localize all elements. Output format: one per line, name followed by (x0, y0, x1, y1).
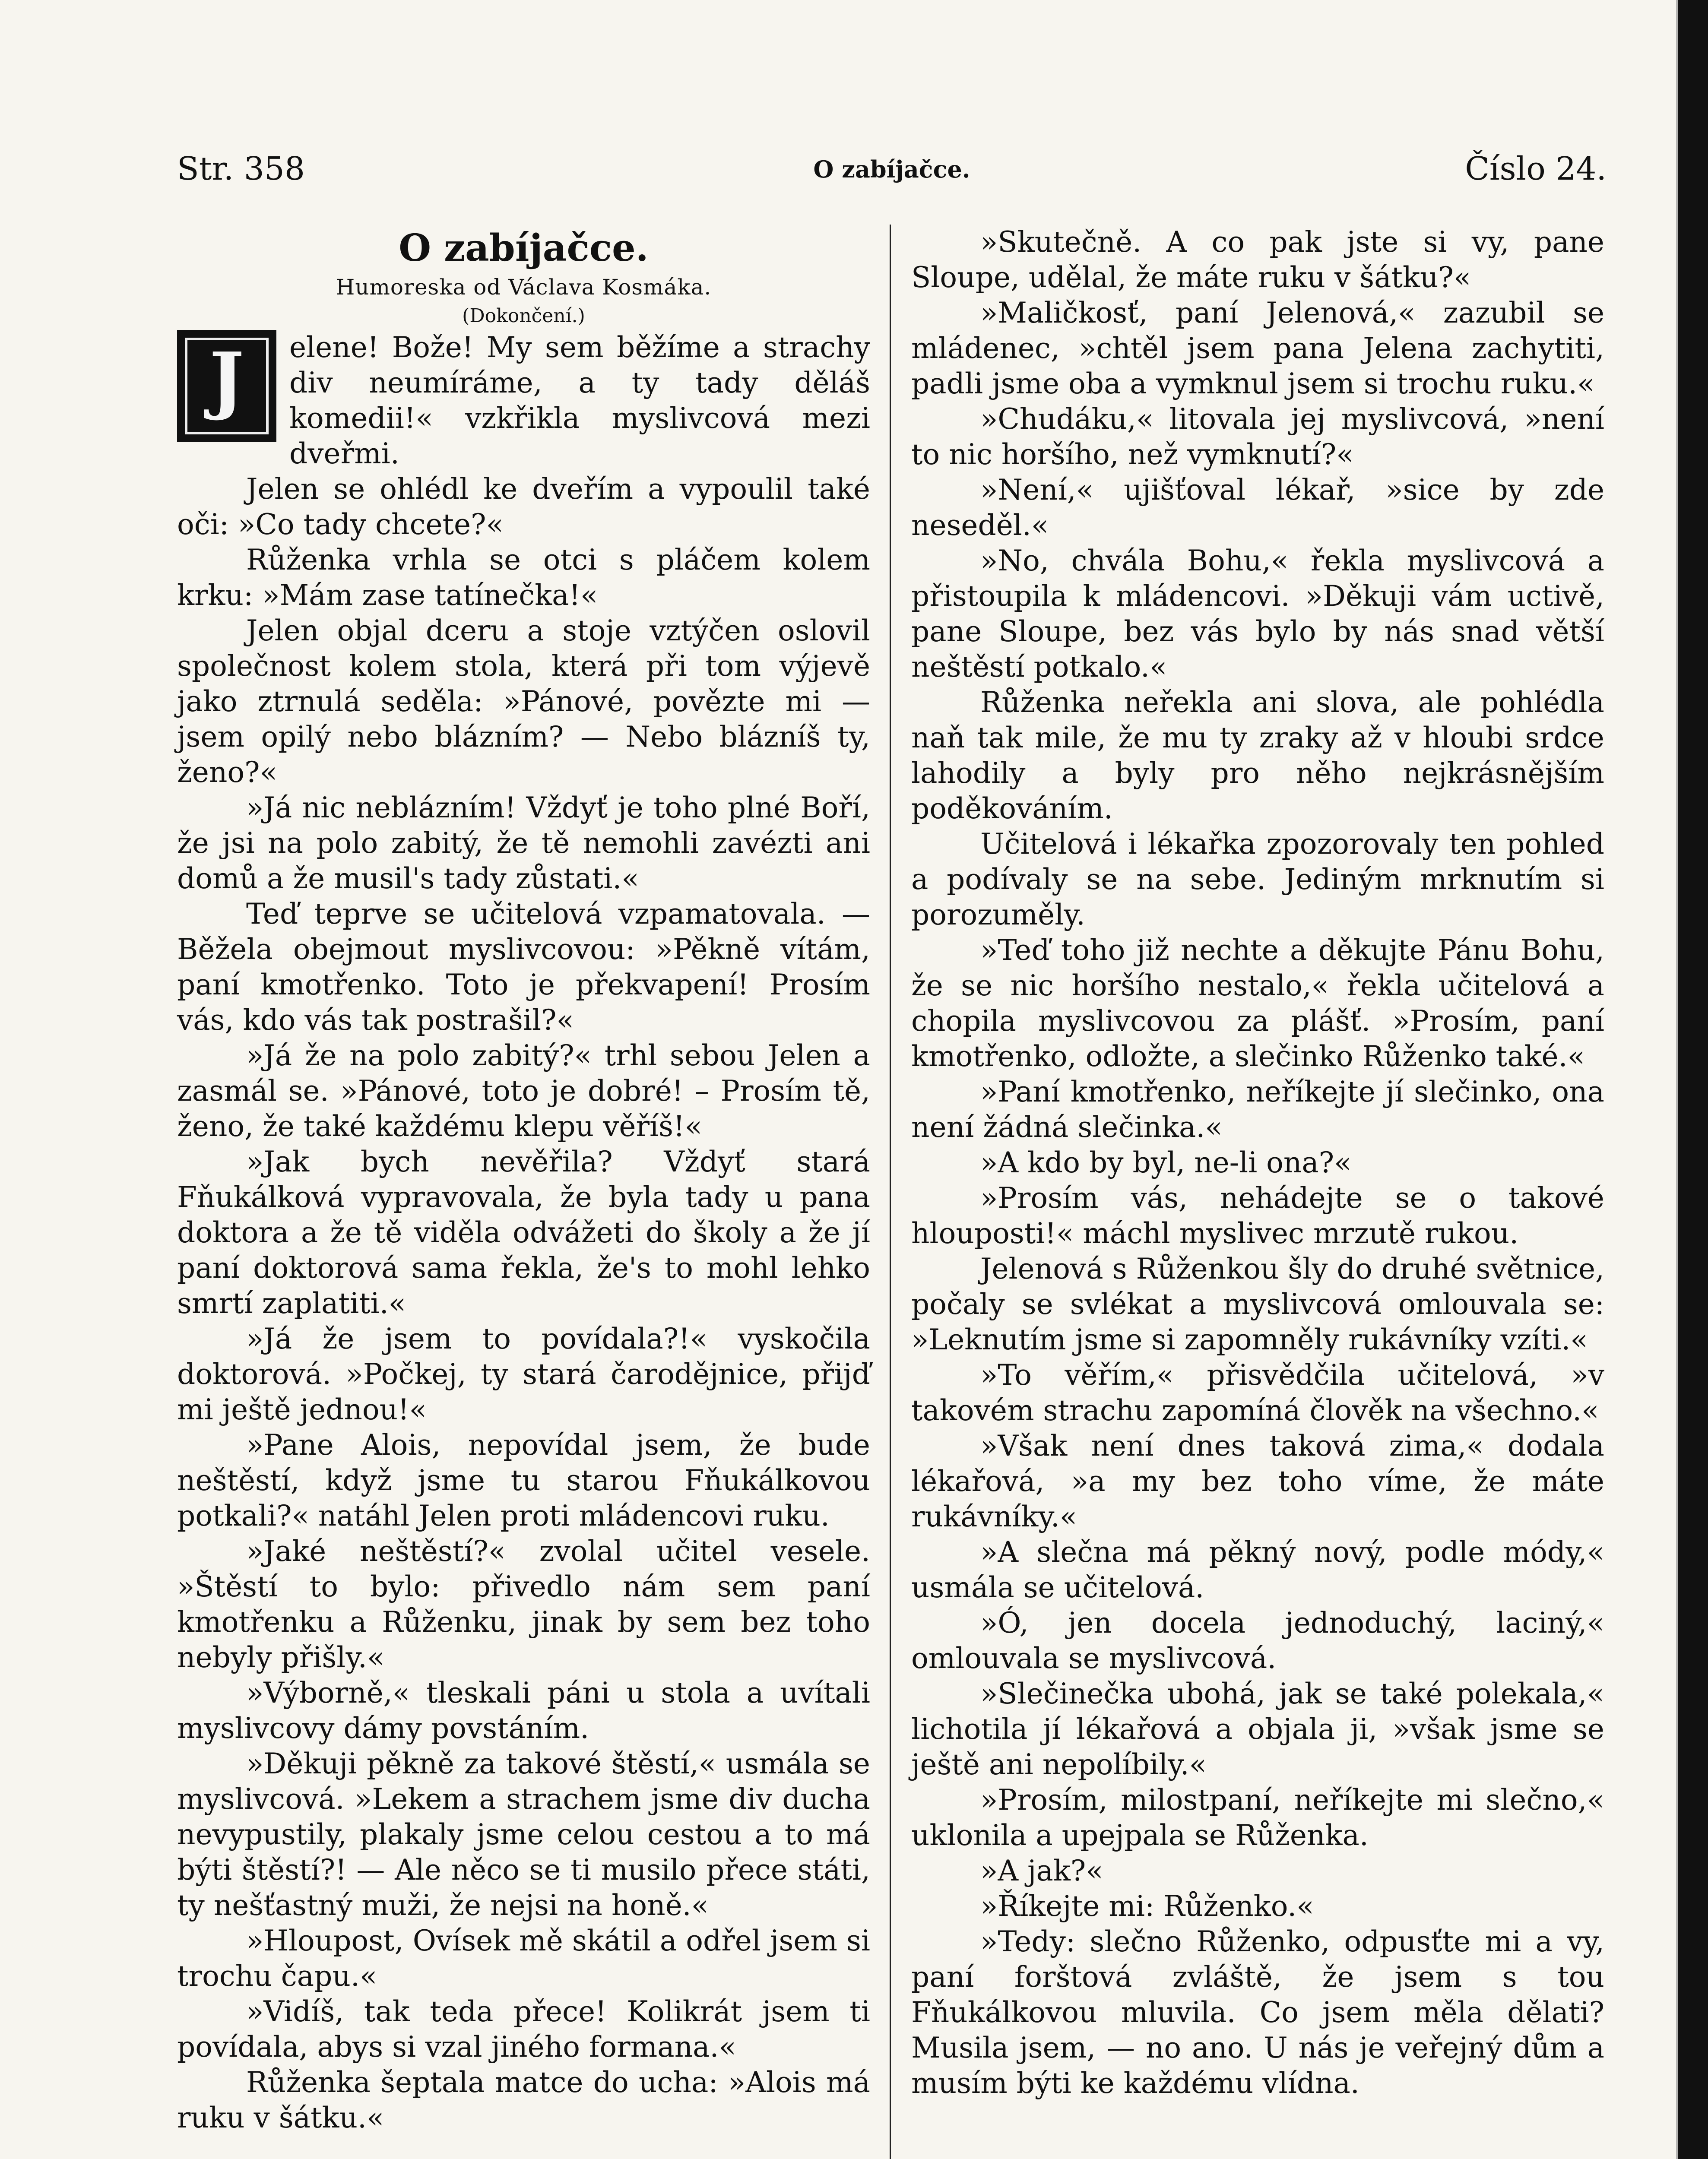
paragraph: »Vidíš, tak teda přece! Kolikrát jsem ti povídala, abys si vzal jiného formana.« (177, 1995, 870, 2064)
paragraph: »Teď toho již nechte a děkujte Pánu Bohu, že se nic horšího nestalo,« řekla učitelová a chopila myslivcovou za plášť. »Prosím, paní kmotřenko, odložte, a slečinko Růženko také.« (911, 934, 1604, 1073)
paragraph: »Chudáku,« litovala jej myslivcová, »není to nic horšího, než vymknutí?« (911, 402, 1604, 471)
scan-edge (1678, 0, 1708, 2159)
paragraph: »Maličkosť, paní Jelenová,« zazubil se mládenec, »chtěl jsem pana Jelena zachytiti, padli jsme oba a vymknul jsem si trochu ruku.« (911, 296, 1604, 400)
paragraph: »A jak?« (980, 1854, 1103, 1887)
continuation-note: (Dokončení.) (462, 305, 585, 327)
paragraph: »To věřím,« přisvědčila učitelová, »v takovém strachu zapomíná člověk na všechno.« (911, 1358, 1604, 1427)
paragraph: Teď teprve se učitelová vzpamatovala. — Běžela obejmout myslivcovou: »Pěkně vítám, paní kmotřenko. Toto je překvapení! Prosím vás, kdo vás tak postrašil?« (177, 897, 870, 1037)
paragraph: »A slečna má pěkný nový, podle módy,« usmála se učitelová. (911, 1535, 1604, 1604)
dropcap-letter: J (209, 336, 244, 423)
running-title: O zabíjačce. (813, 155, 970, 183)
paragraph: »Já že jsem to povídala?!« vyskočila doktorová. »Počkej, ty stará čarodějnice, přijď mi ještě jednou!« (177, 1322, 870, 1426)
paragraph: »Slečinečka ubohá, jak se také polekala,« lichotila jí lékařová a objala ji, »však jsme se ještě ani nepolíbily.« (911, 1677, 1604, 1781)
right-column (911, 225, 1604, 2101)
paragraph: »No, chvála Bohu,« řekla myslivcová a přistoupila k mládencovi. »Děkuji vám uctivě, pane Sloupe, bez vás bylo by nás snad větší neštěstí potkalo.« (911, 544, 1604, 684)
paragraph: »Hloupost, Ovísek mě skátil a odřel jsem si trochu čapu.« (177, 1924, 870, 1993)
paragraph: Jelen se ohlédl ke dveřím a vypoulil také oči: »Co tady chcete?« (177, 472, 870, 541)
first-paragraph (177, 330, 870, 472)
paragraph: »Tedy: slečno Růženko, odpusťte mi a vy, paní forštová zvláště, že jsem s tou Fňukálkovou mluvila. Co jsem měla dělati? Musila jsem, — no ano. U nás je veřejný dům a musím býti ke každému vlídna. (911, 1925, 1604, 2100)
paragraph: »Skutečně. A co pak jste si vy, pane Sloupe, udělal, že máte ruku v šátku?« (911, 225, 1604, 294)
paragraph: Učitelová i lékařka zpozorovaly ten pohled a podívaly se na sebe. Jediným mrknutím si porozuměly. (911, 827, 1604, 931)
paragraph: »Však není dnes taková zima,« dodala lékařová, »a my bez toho víme, že máte rukávníky.« (911, 1429, 1604, 1533)
paragraph: »Prosím vás, nehádejte se o takové hlouposti!« máchl myslivec mrzutě rukou. (911, 1181, 1604, 1250)
paragraph: »Říkejte mi: Růženko.« (980, 1890, 1314, 1923)
paragraph: Růženka neřekla ani slova, ale pohlédla naň tak mile, že mu ty zraky až v hloubi srdce lahodily a byly pro něho nejkrásnějším poděkováním. (911, 686, 1604, 825)
right-column-body (911, 225, 1604, 2101)
paragraph: »A kdo by byl, ne-li ona?« (980, 1146, 1352, 1179)
paragraph: »Výborně,« tleskali páni u stola a uvítali myslivcovy dámy povstáním. (177, 1676, 870, 1745)
article-title: O zabíjačce. (399, 226, 649, 270)
paragraph: »Děkuji pěkně za takové štěstí,« usmála se myslivcová. »Lekem a strachem jsme div ducha nevypustily, plakaly jsme celou cestou a to má býti štěstí?! — Ale něco se ti musilo přece státi, ty nešťastný muži, že nejsi na honě.« (177, 1747, 870, 1922)
column-divider (890, 225, 891, 2159)
paragraph: »Jak bych nevěřila? Vždyť stará Fňukálková vypravovala, že byla tady u pana doktora a že tě viděla odvážeti do školy a že jí paní doktorová sama řekla, že's to mohl lehko smrtí zaplatiti.« (177, 1145, 870, 1320)
left-column (177, 225, 870, 2136)
paragraph: »Paní kmotřenko, neříkejte jí slečinko, ona není žádná slečinka.« (911, 1075, 1604, 1144)
paragraph: »Pane Alois, nepovídal jsem, že bude neštěstí, když jsme tu starou Fňukálkovou potkali?« natáhl Jelen proti mládencovi ruku. (177, 1428, 870, 1532)
paragraph: Jelen objal dceru a stoje vztýčen oslovil společnost kolem stola, která při tom výjevě jako ztrnulá seděla: »Pánové, povězte mi — jsem opilý nebo blázním? — Nebo blázníš ty, ženo?« (177, 614, 870, 789)
issue-number: Číslo 24. (1465, 150, 1607, 187)
paragraph: Růženka šeptala matce do ucha: »Alois má ruku v šátku.« (177, 2066, 870, 2134)
dropcap-initial (177, 330, 276, 442)
left-column-body (177, 472, 870, 2136)
first-paragraph-text: elene! Bože! My sem běžíme a strachy div neumíráme, a ty tady děláš komedii!« vzkřikla myslivcová mezi dveřmi. (289, 331, 870, 470)
paragraph: »Ó, jen docela jednoduchý, laciný,« omlouvala se myslivcová. (911, 1606, 1604, 1675)
paragraph: »Já nic neblázním! Vždyť je toho plné Boří, že jsi na polo zabitý, že tě nemohli zavézti ani domů a že musil's tady zůstati.« (177, 791, 870, 895)
page-number: Str. 358 (177, 150, 305, 187)
paragraph: »Není,« ujišťoval lékař, »sice by zde neseděl.« (911, 473, 1604, 542)
article-subtitle: Humoreska od Václava Kosmáka. (336, 275, 712, 300)
paragraph: Růženka vrhla se otci s pláčem kolem krku: »Mám zase tatínečka!« (177, 543, 870, 612)
paragraph: »Prosím, milostpaní, neříkejte mi slečno,« uklonila a upejpala se Růženka. (911, 1783, 1604, 1852)
page-header (177, 142, 1607, 194)
paragraph: »Já že na polo zabitý?« trhl sebou Jelen a zasmál se. »Pánové, toto je dobré! – Prosím tě, ženo, že také každému klepu věříš!« (177, 1039, 870, 1143)
paragraph: »Jaké neštěstí?« zvolal učitel vesele. »Štěstí to bylo: přivedlo nám sem paní kmotřenku a Růženku, jinak by sem bez toho nebyly přišly.« (177, 1535, 870, 1674)
paragraph: Jelenová s Růženkou šly do druhé světnice, počaly se svlékat a myslivcová omlouvala se: »Leknutím jsme si zapomněly rukávníky vzíti.« (911, 1252, 1604, 1356)
